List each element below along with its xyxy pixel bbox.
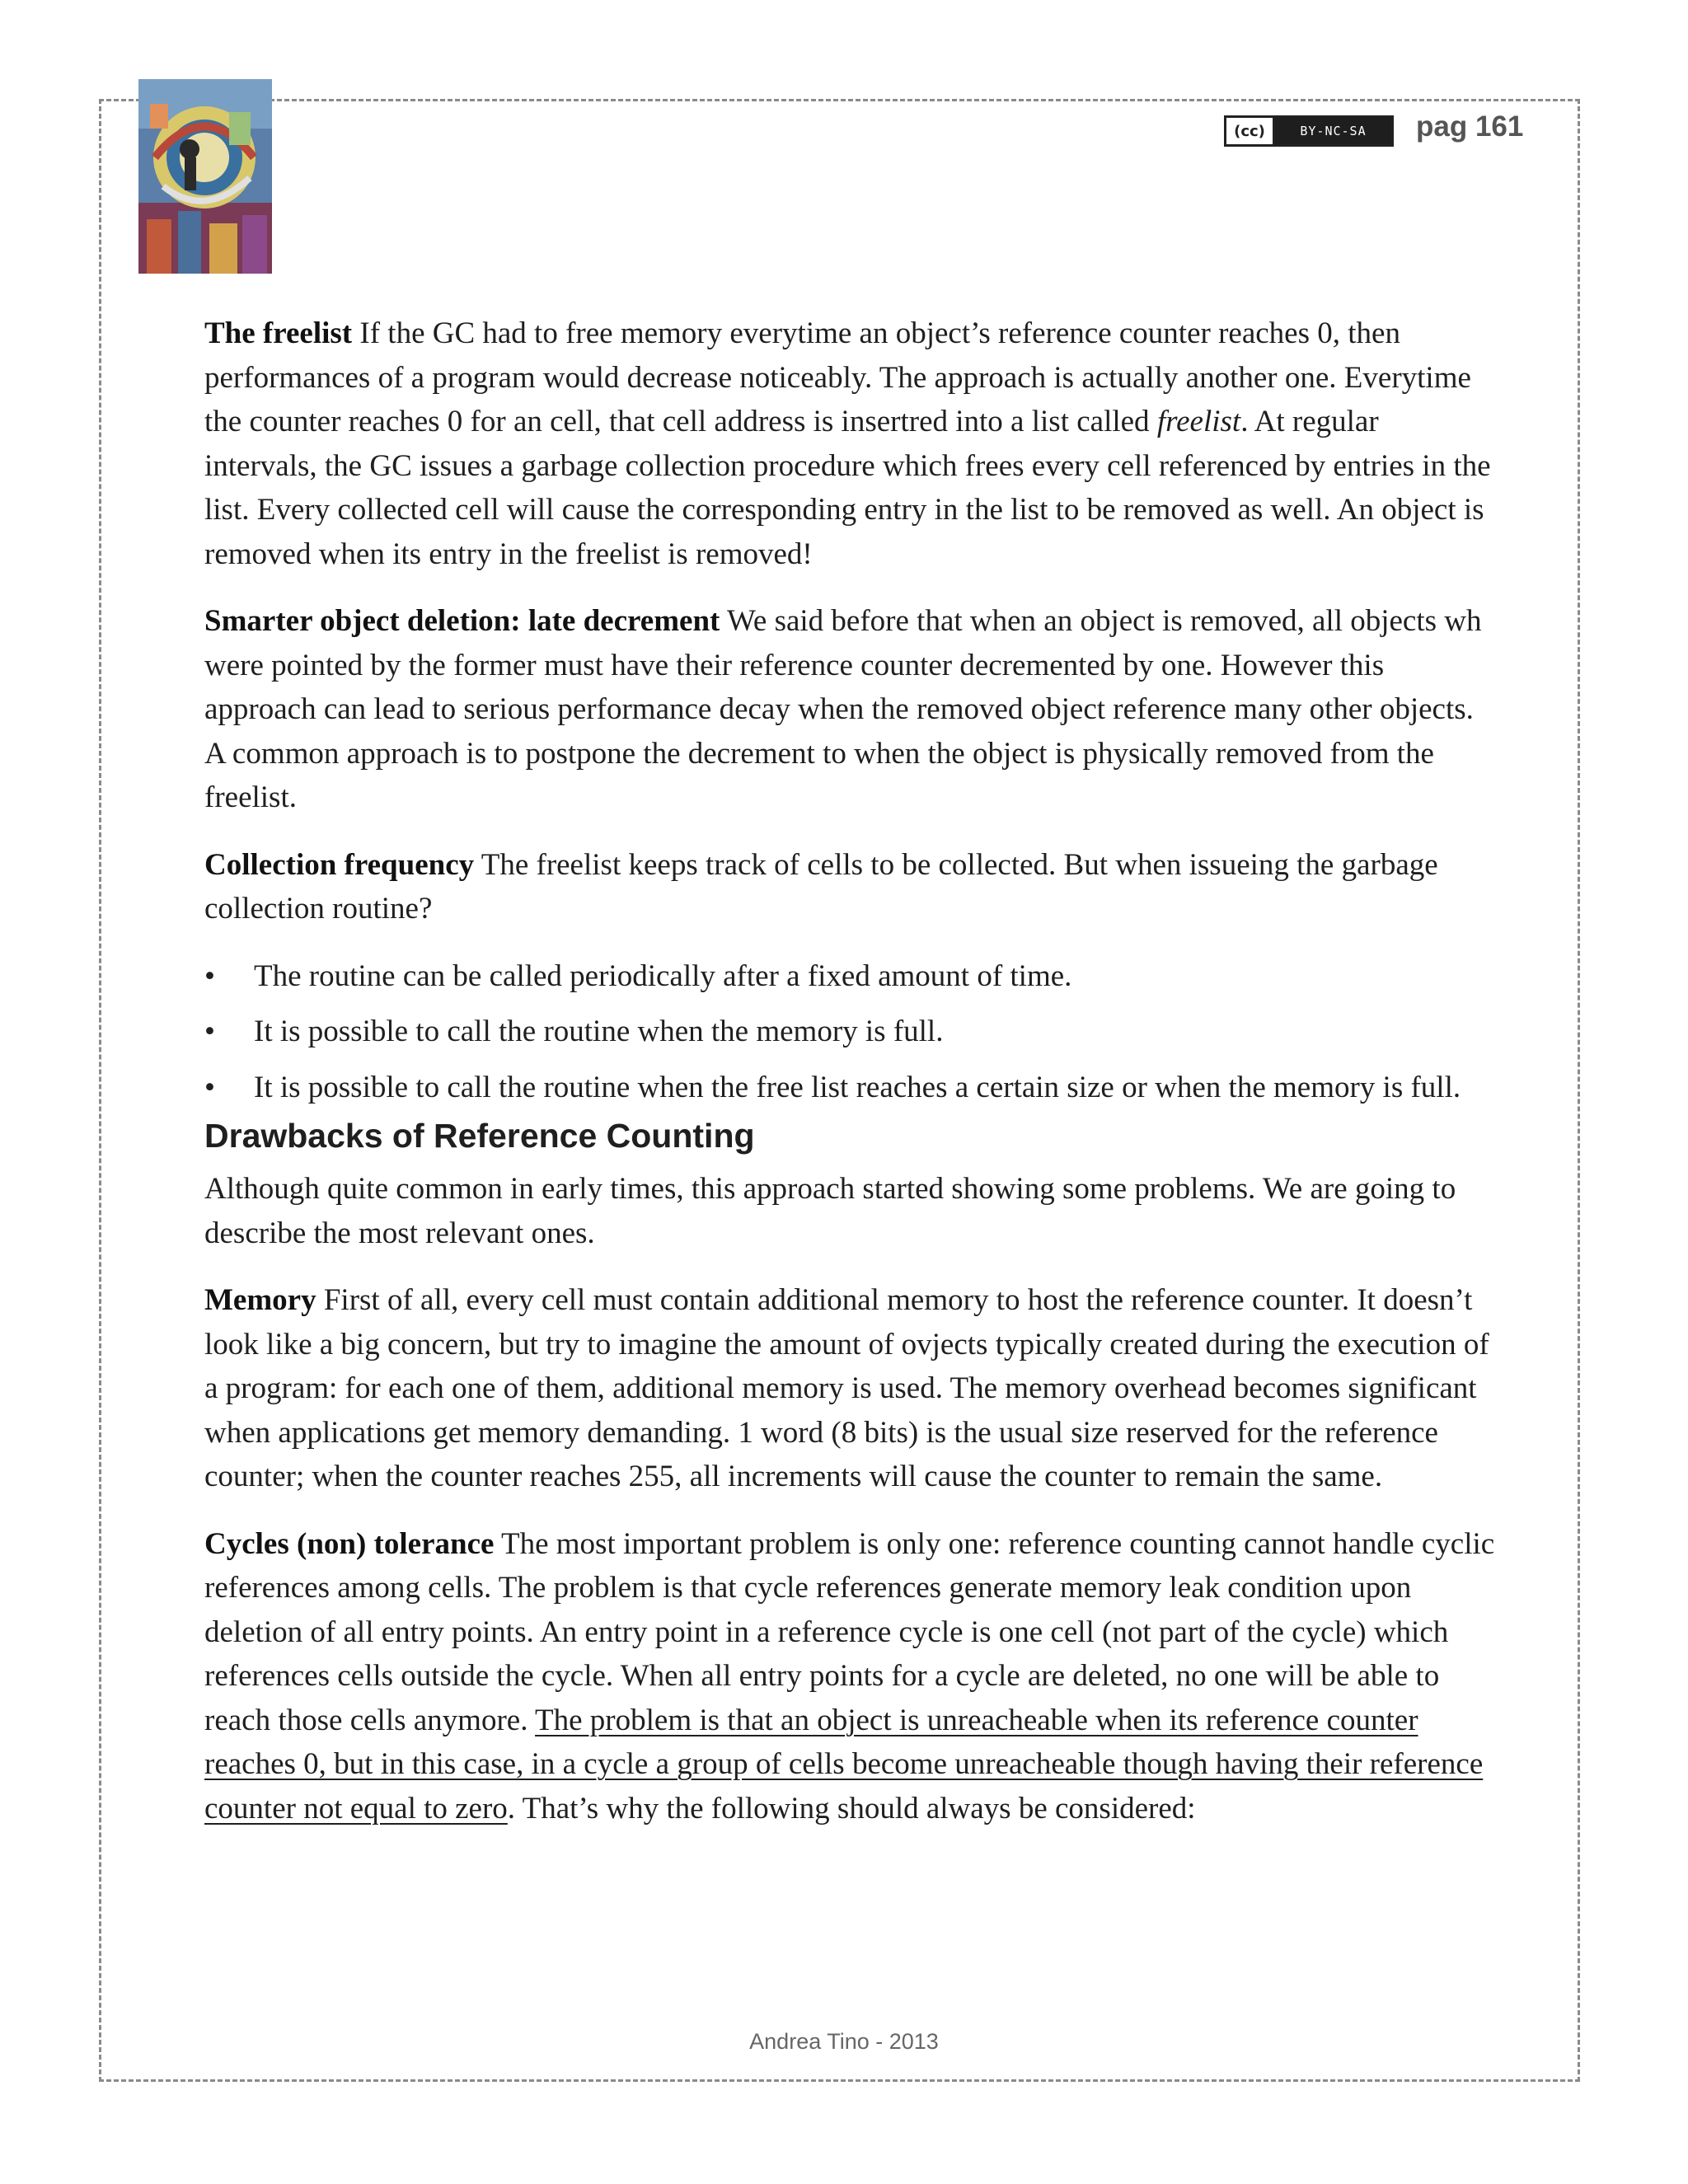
freelist-text-2: . At regular intervals, the GC issues a garbage collection procedure which frees every cell referenced by entries in the list. Every collected cell will cause the corresponding entry in the list to be removed as well. An object is removed when its entry in the freelist is removed! [204, 405, 1491, 571]
list-item-text: It is possible to call the routine when the free list reaches a certain size or when the memory is full. [254, 1070, 1461, 1104]
list-item [204, 1066, 1498, 1110]
paragraph-late-decrement [204, 599, 1498, 820]
list-item [204, 954, 1498, 999]
license-terms: BY-NC-SA [1275, 118, 1391, 144]
page-content [204, 312, 1498, 1854]
frequency-bullet-list [204, 954, 1498, 1110]
paragraph-cycles [204, 1522, 1498, 1831]
memory-text: First of all, every cell must contain additional memory to host the reference counter. It doesn’t look like a big concern, but try to imagine the amount of ovjects typically created during the execution of a program: for each one of them, additional memory is used. The memory overhead becomes significant when applications get memory demanding. 1 word (8 bits) is the usual size reserved for the reference counter; when the counter reaches 255, all increments will cause the counter to remain the same. [204, 1283, 1489, 1493]
late-decrement-text: We said before that when an object is removed, all objects wh were pointed by the former must have their reference counter decremented by one. However this approach can lead to serious performance decay when the removed object reference many other objects. A common approach is to postpone the decrement to when the object is physically removed from the freelist. [204, 604, 1482, 814]
paragraph-freelist [204, 312, 1498, 576]
paragraph-memory [204, 1278, 1498, 1499]
paragraph-collection-frequency [204, 843, 1498, 931]
section-title-drawbacks: Drawbacks of Reference Counting [204, 1117, 755, 1155]
freelist-text-1: If the GC had to free memory everytime an object’s reference counter reaches 0, then performances of a program would decrease noticeably. The approach is actually another one. Everytime the counter reaches 0 for an cell, that cell address is insertred into a list called [204, 316, 1471, 438]
heading-memory: Memory [204, 1283, 316, 1317]
page-footer: Andrea Tino - 2013 [749, 2029, 939, 2054]
heading-cycles: Cycles (non) tolerance [204, 1526, 495, 1561]
book-cover-image [138, 79, 272, 274]
heading-collection-frequency: Collection frequency [204, 847, 475, 882]
cover-artwork [138, 79, 272, 274]
list-item-text: The routine can be called periodically after a fixed amount of time. [254, 958, 1072, 993]
heading-freelist: The freelist [204, 316, 353, 350]
list-item [204, 1010, 1498, 1054]
bullet-icon: • [204, 1070, 215, 1104]
cc-logo: (cc) [1226, 118, 1275, 144]
list-item-text: It is possible to call the routine when the memory is full. [254, 1015, 944, 1048]
paragraph-drawbacks-intro: Although quite common in early times, this approach started showing some problems. We are going to describe the most relevant ones. [204, 1172, 1456, 1250]
cycles-text-1: The most important problem is only one: reference counting cannot handle cyclic references among cells. The problem is that cycle references generate memory leak condition upon deletion of all entry points. An entry point in a reference cycle is one cell (not part of the cycle) which references cells outside the cycle. When all entry points for a cycle are deleted, no one will be able to reach those cells anymore. [204, 1526, 1495, 1737]
heading-late-decrement: Smarter object deletion: late decrement [204, 604, 720, 638]
freelist-italic-term: freelist [1156, 405, 1241, 438]
cc-license-badge [1224, 115, 1394, 147]
bullet-icon: • [204, 958, 215, 993]
page-number: pag 161 [1416, 110, 1524, 143]
cycles-underlined-statement: The problem is that an object is unreacheable when its reference counter reaches 0, but in this case, in a cycle a group of cells become unreacheable though having their reference counter not equal to zero [204, 1703, 1484, 1825]
cycles-text-2: . That’s why the following should always be considered: [507, 1791, 1196, 1825]
collection-frequency-text: The freelist keeps track of cells to be collected. But when issueing the garbage collection routine? [204, 847, 1438, 926]
bullet-icon: • [204, 1015, 215, 1048]
